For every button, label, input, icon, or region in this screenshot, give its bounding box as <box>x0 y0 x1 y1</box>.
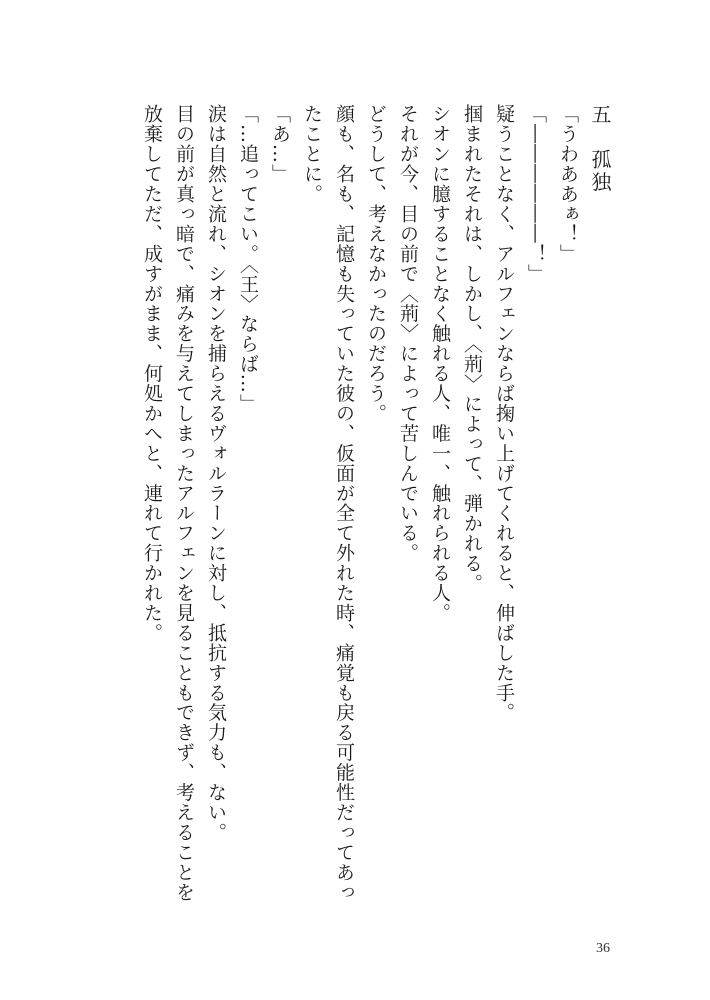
text-line: 「あ…」 <box>269 104 291 184</box>
chapter-heading: 五 孤独 <box>588 104 612 194</box>
text-line: どうして、考えなかったのだろう。 <box>365 104 387 424</box>
text-line: 涙は自然と流れ、シオンを捕らえるヴォルラーンに対し、抵抗する気力も、ない。 <box>205 104 227 843</box>
text-line: 目の前が真っ暗で、痛みを与えてしまったアルフェンを見ることもできず、考えることを <box>173 104 195 902</box>
text-line: 掴まれたそれは、しかし、〈荊〉によって、弾かれる。 <box>461 104 483 594</box>
page-number: 36 <box>596 941 610 956</box>
text-line: 疑うことなく、アルフェンならば掬い上げてくれると、伸ばした手。 <box>493 104 515 723</box>
text-line: 「…追ってこい。〈王〉ならば…」 <box>237 104 259 414</box>
text-line: たことに。 <box>301 104 323 204</box>
vertical-text-block <box>136 104 616 904</box>
text-line: 「――――――！」 <box>525 104 547 284</box>
text-line: 「うわああぁ！」 <box>557 104 579 264</box>
text-line: シオンに臆することなく触れる人、唯一、触れられる人。 <box>429 104 451 623</box>
text-line: 顔も、名も、記憶も失っていた彼の、仮面が全て外れた時、痛覚も戻る可能性だってあっ <box>333 104 355 902</box>
text-line: それが今、目の前で〈荊〉によって苦しんでいる。 <box>397 104 419 563</box>
text-line: 放棄してただ、成すがまま、何処かへと、連れて行かれた。 <box>141 104 163 643</box>
